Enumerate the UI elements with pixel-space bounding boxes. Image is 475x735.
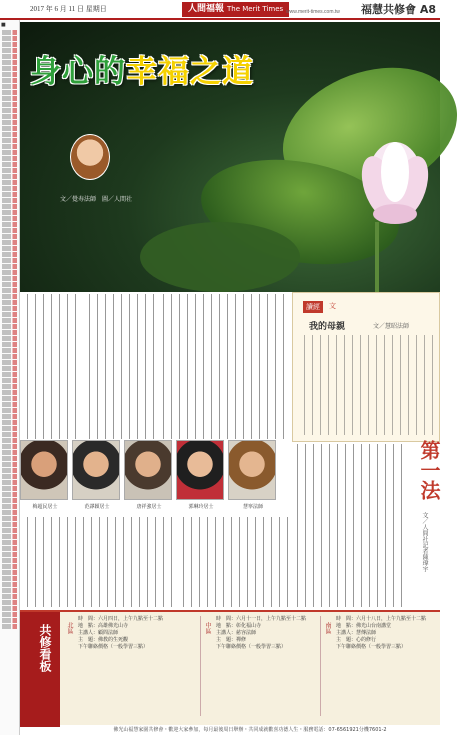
north-label: 北區 — [66, 622, 73, 634]
central-label: 中區 — [204, 622, 211, 634]
south-label: 南區 — [324, 622, 331, 634]
speaker-photo: 范譯穎居士 — [72, 440, 120, 500]
speaker-photo: 郭琳玲居士 — [176, 440, 224, 500]
schedule-board — [20, 610, 440, 725]
schedule-south: 時 間：六月十八日，上午九點至十二點 地 點：佛光山台南講堂 主講人：慧傳法師 主 題：心的修行 下午聯絡價格（一般學習三點） — [336, 616, 427, 650]
issue-date: 2017 年 6 月 11 日 星期日 — [30, 5, 107, 13]
schedule-label: 共修看板 — [20, 612, 60, 727]
monk-portrait — [70, 134, 110, 180]
schedule-north: 時 間：六月四日，上午九點至十二點 地 點：高雄佛光山寺 主講人：顧問法師 主 題：佛教的生死觀 下午聯絡價格（一般學習三點） — [78, 616, 164, 650]
speaker-photo-row — [20, 440, 270, 515]
feature-title: 身心的幸福之道 — [30, 54, 254, 90]
side-article-box: 讀經 文 我的母親 文／慧昭法師 — [292, 292, 440, 442]
site-url: www.merit-times.com.tw — [286, 9, 340, 15]
speaker-photo: 唐祥強居士 — [124, 440, 172, 500]
article-text-block — [178, 517, 288, 607]
article-text-block — [158, 294, 288, 439]
feature-subheading: 文／人間社記者陳瑋宇 — [421, 512, 428, 572]
side-article-title: 我的母親 — [309, 322, 346, 332]
feature-heading: 第一法 — [417, 440, 441, 500]
article-text-block — [84, 294, 154, 439]
masthead-logo: 人間福報 The Merit Times — [182, 2, 289, 17]
page-header — [0, 0, 440, 20]
side-article-byline: 文／慧昭法師 — [373, 323, 410, 330]
section-title: 福慧共修會 A8 — [361, 3, 436, 16]
speaker-photo: 慧寧法師 — [228, 440, 276, 500]
footer-note: 佛光山福慧家園共修會・歡迎大家參加，每月最後周日舉辦・共同成就歡喜功德人生・服務電話：07-6561921分機7601-2 — [113, 727, 387, 733]
lotus-flower-image — [350, 122, 440, 232]
article-text-block — [22, 294, 80, 439]
side-article-text — [299, 335, 435, 435]
article-text-block — [292, 444, 404, 607]
feature-byline: 文／覺寿法師 圖／人間社 — [60, 196, 133, 203]
schedule-central: 時 間：六月十一日，上午九點至十二點 地 點：彰化福山寺 主講人：慈容法師 主 題：禪修 下午聯絡價格（一般學習三點） — [216, 616, 307, 650]
section-tag: 讀經 — [303, 301, 323, 313]
speaker-photo: 梅超民居士 — [20, 440, 68, 500]
stock-ticker-column: ■ — [0, 20, 20, 735]
lotus-hero-photo — [20, 22, 440, 292]
article-text-block — [22, 517, 172, 607]
